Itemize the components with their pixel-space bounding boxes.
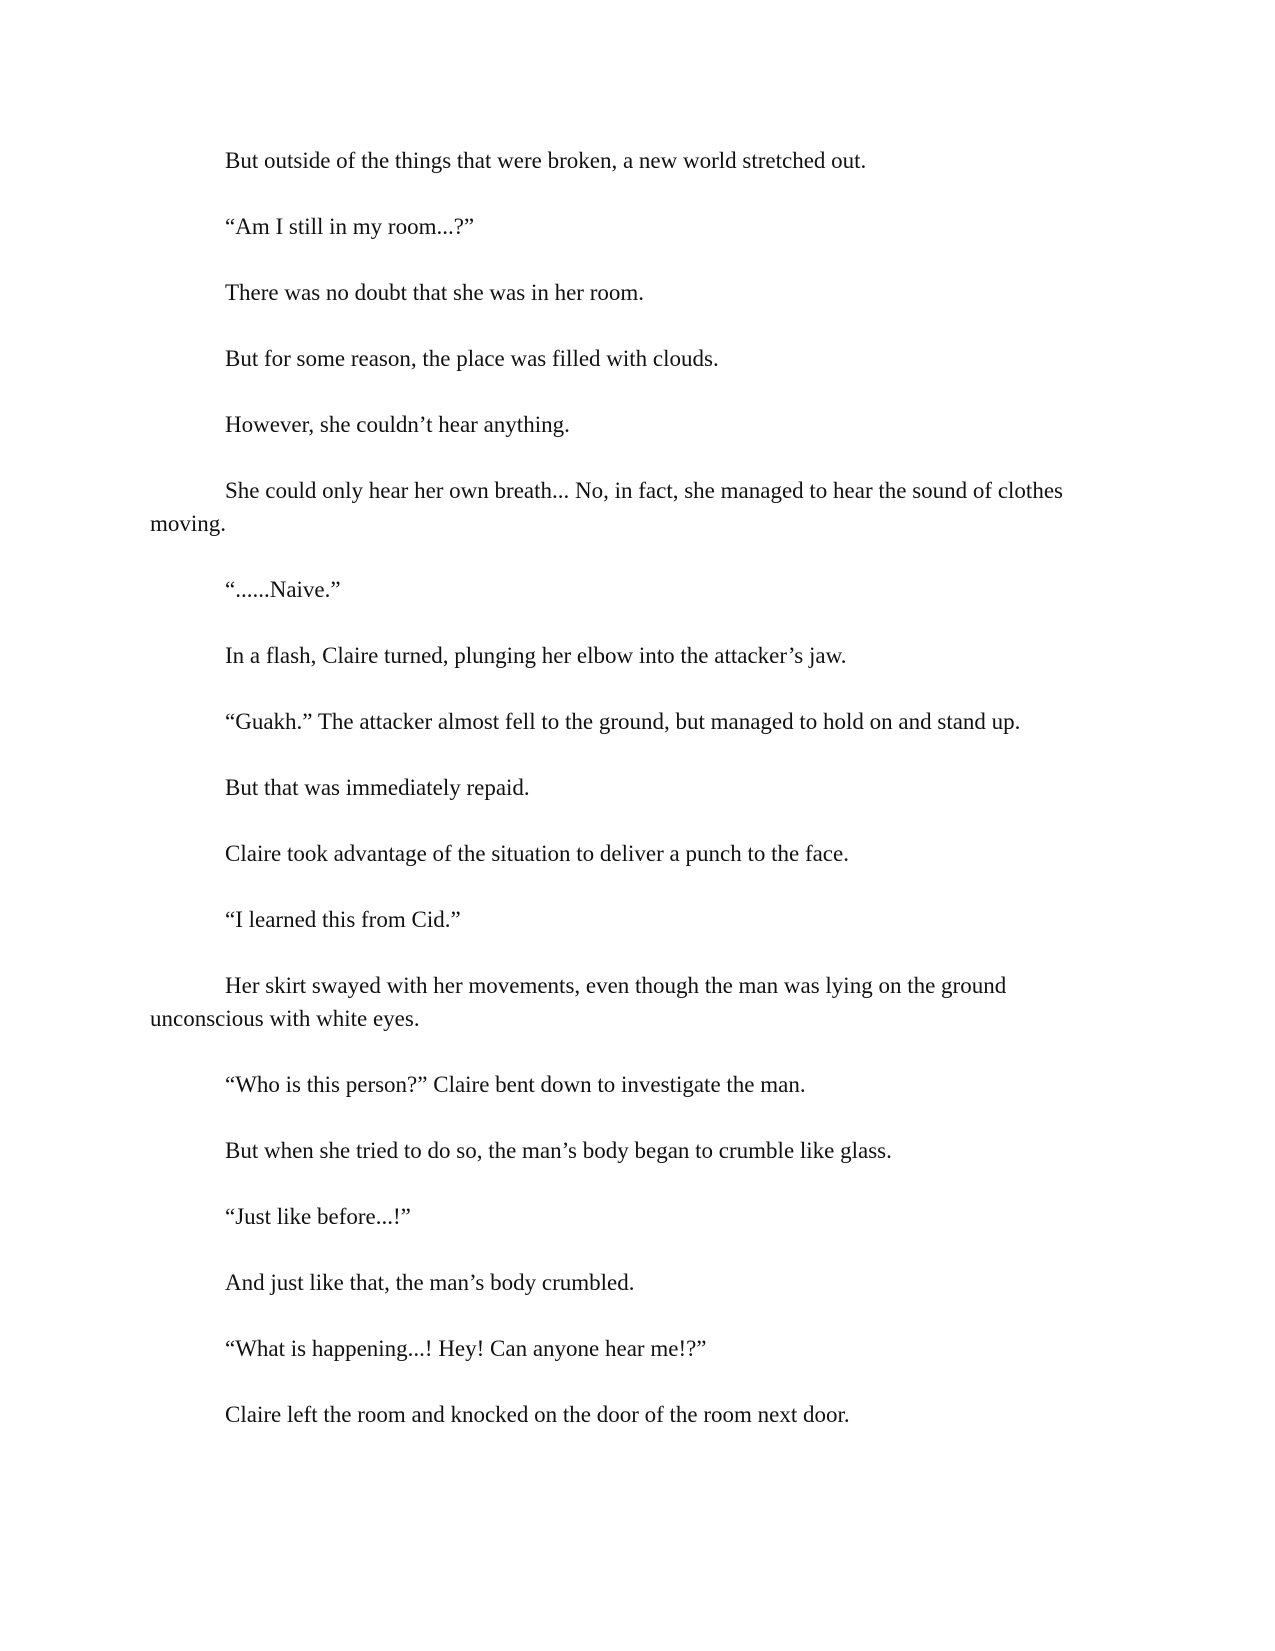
paragraph: But when she tried to do so, the man’s body began to crumble like glass. [225, 1138, 892, 1163]
paragraph: “Guakh.” The attacker almost fell to the ground, but managed to hold on and stand up. [225, 709, 1021, 734]
paragraph: But that was immediately repaid. [225, 775, 530, 800]
paragraph: Claire took advantage of the situation to deliver a punch to the face. [225, 841, 849, 866]
paragraph: “......Naive.” [225, 577, 341, 602]
paragraph: But for some reason, the place was filled with clouds. [225, 346, 719, 371]
paragraph: Her skirt swayed with her movements, even though the man was lying on the ground unconscious with white eyes. [150, 973, 1007, 1031]
paragraph: But outside of the things that were broken, a new world stretched out. [225, 148, 867, 173]
paragraph: “What is happening...! Hey! Can anyone hear me!?” [225, 1336, 707, 1361]
paragraph: There was no doubt that she was in her room. [225, 280, 645, 305]
paragraph: “Am I still in my room...?” [225, 214, 475, 239]
document-body [150, 144, 1110, 1464]
paragraph: She could only hear her own breath... No, in fact, she managed to hear the sound of clothes moving. [150, 478, 1063, 536]
paragraph: And just like that, the man’s body crumbled. [225, 1270, 635, 1295]
paragraph: However, she couldn’t hear anything. [225, 412, 570, 437]
paragraph: Claire left the room and knocked on the door of the room next door. [225, 1402, 850, 1427]
paragraph: In a flash, Claire turned, plunging her elbow into the attacker’s jaw. [225, 643, 847, 668]
paragraph: “Just like before...!” [225, 1204, 411, 1229]
paragraph: “Who is this person?” Claire bent down to investigate the man. [225, 1072, 806, 1097]
paragraph: “I learned this from Cid.” [225, 907, 461, 932]
